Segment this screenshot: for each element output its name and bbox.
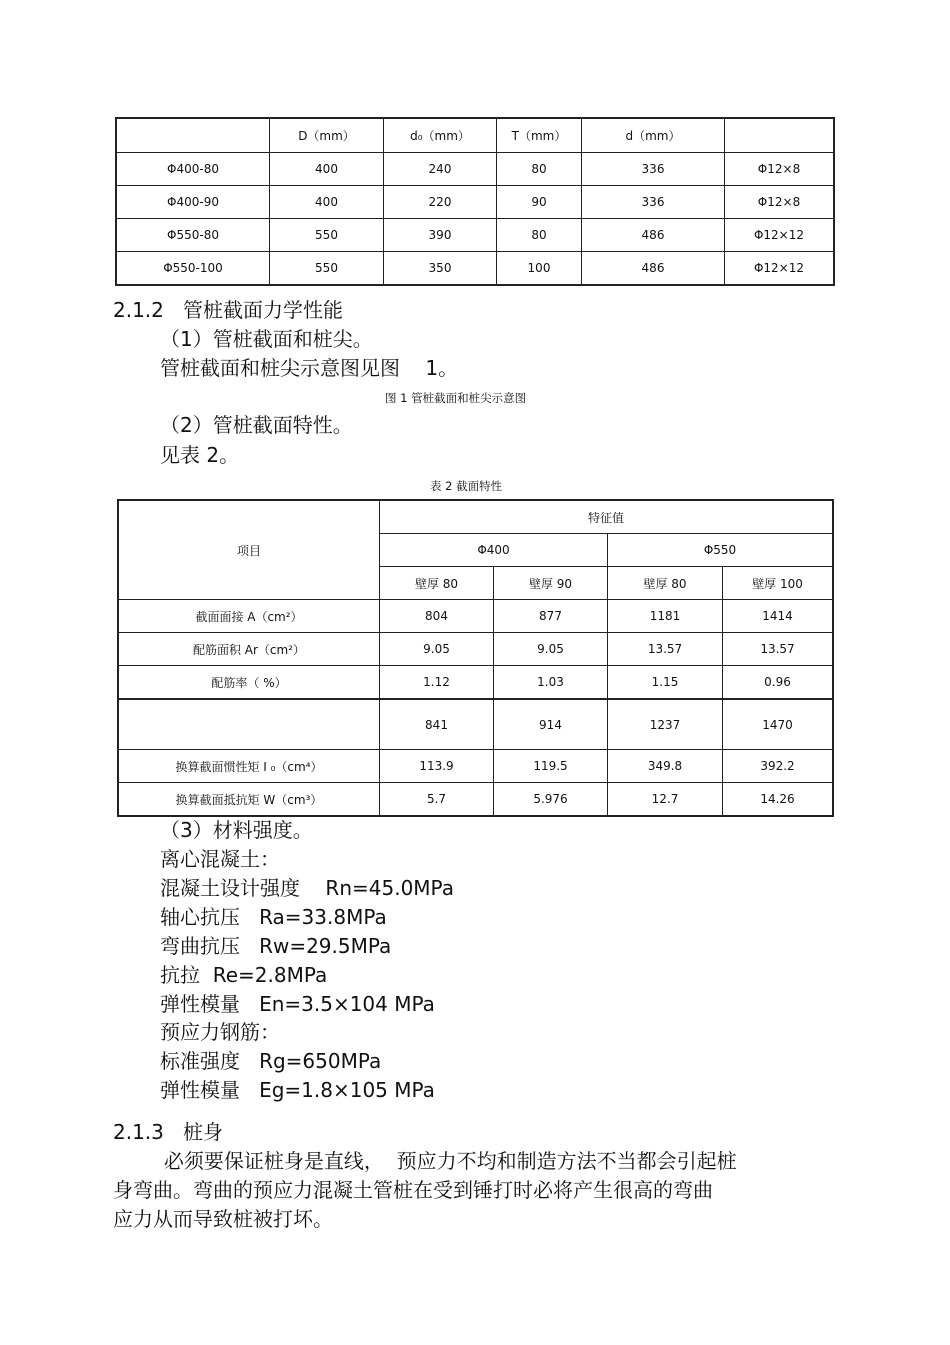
table-cell: Φ550-100 — [116, 252, 270, 286]
table-cell: 392.2 — [723, 750, 834, 783]
header-cell: Φ400 — [380, 534, 608, 567]
pile-spec-table — [115, 117, 835, 286]
row-label: 配筋率（ %） — [118, 666, 380, 700]
table-cell: 13.57 — [608, 633, 723, 666]
header-cell: d₀（mm） — [384, 118, 497, 153]
table-cell: 400 — [270, 186, 384, 219]
table-row — [116, 153, 834, 186]
header-cell: 项目 — [118, 500, 380, 600]
table-cell: 113.9 — [380, 750, 494, 783]
header-cell: T（mm） — [497, 118, 582, 153]
table-cell: 100 — [497, 252, 582, 286]
header-cell — [725, 118, 835, 153]
table-cell: 486 — [582, 219, 725, 252]
table-row — [118, 600, 833, 633]
subheading-material-strength: （3）材料强度。 — [160, 818, 313, 842]
table-cell: 13.57 — [723, 633, 834, 666]
table-caption: 表 2 截面特性 — [430, 479, 503, 493]
header-cell: 壁厚 80 — [380, 567, 494, 600]
table-cell: 550 — [270, 252, 384, 286]
table-cell: 5.7 — [380, 783, 494, 817]
table-cell: 119.5 — [494, 750, 608, 783]
table-cell: 90 — [497, 186, 582, 219]
table-row — [118, 633, 833, 666]
table-cell: 9.05 — [380, 633, 494, 666]
table-cell: Φ400-80 — [116, 153, 270, 186]
table-cell: 1181 — [608, 600, 723, 633]
material-line: 弹性模量 Eg=1.8×105 MPa — [160, 1078, 435, 1102]
table-cell: 390 — [384, 219, 497, 252]
section-heading-2-1-2: 2.1.2 管桩截面力学性能 — [113, 298, 343, 322]
header-cell: d（mm） — [582, 118, 725, 153]
table-row — [116, 219, 834, 252]
table-cell: 220 — [384, 186, 497, 219]
table-row — [118, 666, 833, 700]
material-line: 弹性模量 En=3.5×104 MPa — [160, 992, 435, 1016]
row-label: 换算截面惯性矩 I ₀（cm⁴） — [118, 750, 380, 783]
table-row — [118, 750, 833, 783]
material-line: 抗拉 Re=2.8MPa — [160, 963, 328, 987]
table-cell: 877 — [494, 600, 608, 633]
header-cell: 壁厚 80 — [608, 567, 723, 600]
table-cell: 336 — [582, 153, 725, 186]
header-cell: 特征值 — [380, 500, 834, 534]
table-header-row — [118, 500, 833, 534]
table-cell: Φ12×8 — [725, 186, 835, 219]
table-cell: 1.03 — [494, 666, 608, 700]
table-cell: 1.15 — [608, 666, 723, 700]
material-line: 弯曲抗压 Rw=29.5MPa — [160, 934, 392, 958]
section-heading-2-1-3: 2.1.3 桩身 — [113, 1120, 223, 1144]
header-cell: Φ550 — [608, 534, 834, 567]
header-cell — [116, 118, 270, 153]
row-label: 换算截面抵抗矩 W（cm³） — [118, 783, 380, 817]
section-properties-table — [117, 499, 834, 817]
table-cell: Φ12×12 — [725, 219, 835, 252]
table-cell: 1237 — [608, 699, 723, 750]
table-cell: 240 — [384, 153, 497, 186]
table-row — [118, 699, 833, 750]
row-label — [118, 699, 380, 750]
subheading-section-properties: （2）管桩截面特性。 — [160, 413, 353, 437]
table-cell: 349.8 — [608, 750, 723, 783]
table-cell: 914 — [494, 699, 608, 750]
material-line: 标准强度 Rg=650MPa — [160, 1049, 382, 1073]
subheading-section-tip: （1）管桩截面和桩尖。 — [160, 327, 373, 351]
table-row — [116, 186, 834, 219]
body-text: 管桩截面和桩尖示意图见图 1。 — [160, 356, 459, 380]
header-cell: 壁厚 90 — [494, 567, 608, 600]
table-cell: 80 — [497, 153, 582, 186]
table-cell: 12.7 — [608, 783, 723, 817]
table-cell: Φ12×8 — [725, 153, 835, 186]
paragraph-line: 应力从而导致桩被打坏。 — [113, 1207, 333, 1231]
table-cell: 804 — [380, 600, 494, 633]
table-header-row — [116, 118, 834, 153]
table-cell: Φ550-80 — [116, 219, 270, 252]
table-cell: 841 — [380, 699, 494, 750]
material-line: 离心混凝土： — [160, 847, 280, 871]
row-label: 配筋面积 Ar（cm²） — [118, 633, 380, 666]
paragraph-line: 身弯曲。弯曲的预应力混凝土管桩在受到锤打时必将产生很高的弯曲 — [113, 1178, 713, 1202]
table-cell: 5.976 — [494, 783, 608, 817]
table-cell: 1414 — [723, 600, 834, 633]
table-cell: 486 — [582, 252, 725, 286]
material-line: 预应力钢筋： — [160, 1020, 280, 1044]
table-cell: 550 — [270, 219, 384, 252]
header-cell: D（mm） — [270, 118, 384, 153]
header-cell: 壁厚 100 — [723, 567, 834, 600]
table-cell: 1470 — [723, 699, 834, 750]
table-row — [116, 252, 834, 286]
table-row — [118, 783, 833, 817]
body-text: 见表 2。 — [160, 443, 240, 467]
table-cell: Φ12×12 — [725, 252, 835, 286]
table-cell: 0.96 — [723, 666, 834, 700]
table-cell: 350 — [384, 252, 497, 286]
figure-caption: 图 1 管桩截面和桩尖示意图 — [385, 391, 527, 405]
table-cell: 80 — [497, 219, 582, 252]
table-cell: 400 — [270, 153, 384, 186]
table-cell: 336 — [582, 186, 725, 219]
table-cell: 14.26 — [723, 783, 834, 817]
table-cell: 1.12 — [380, 666, 494, 700]
row-label: 截面面接 A（cm²） — [118, 600, 380, 633]
material-line: 混凝土设计强度 Rn=45.0MPa — [160, 876, 454, 900]
paragraph-line: 必须要保证桩身是直线， 预应力不均和制造方法不当都会引起桩 — [113, 1149, 737, 1173]
table-cell: Φ400-90 — [116, 186, 270, 219]
material-line: 轴心抗压 Ra=33.8MPa — [160, 905, 387, 929]
table-cell: 9.05 — [494, 633, 608, 666]
